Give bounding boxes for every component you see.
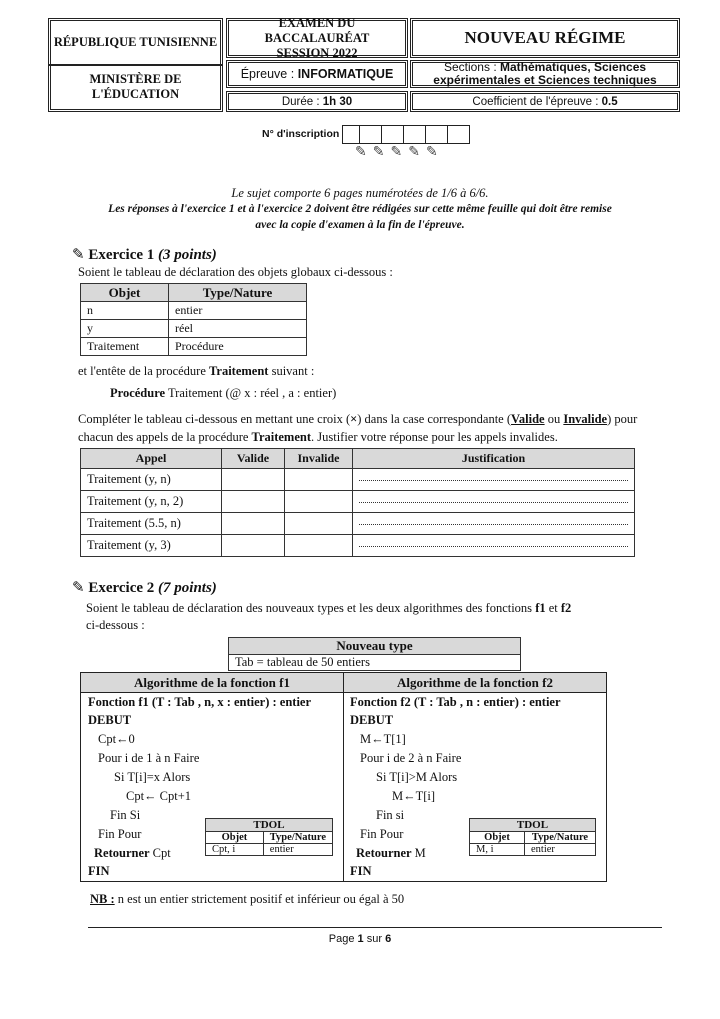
justification-field[interactable]: [353, 535, 635, 557]
epreuve-value: INFORMATIQUE: [297, 67, 394, 81]
page-a: Page: [328, 933, 358, 945]
duree-line: [226, 91, 408, 112]
tdol2-h-type: Type/Nature: [525, 832, 596, 844]
pencil-icons: [355, 144, 438, 161]
nb-note: [90, 892, 404, 907]
ex2-f1: f1: [535, 601, 546, 615]
ex1-intro: Soient le tableau de déclaration des objets globaux ci-dessous :: [78, 265, 393, 279]
decl-cell: y: [81, 320, 169, 338]
call-cell: Traitement (y, n, 2): [81, 491, 222, 513]
justification-field[interactable]: [353, 513, 635, 535]
pencil-icon: ✎: [425, 145, 438, 160]
ex2-points: (7 points): [158, 580, 217, 596]
tdol2-h-objet: Objet: [470, 832, 525, 844]
page-total: 6: [385, 933, 392, 945]
ex2-intro: [86, 600, 666, 634]
intro-line-1: Le sujet comporte 6 pages numérotées de 1/6 à 6/6.: [231, 186, 489, 200]
pencil-icon: ✎: [72, 247, 85, 263]
ex1-calls-table: [80, 448, 635, 557]
footer-rule: [88, 927, 662, 928]
invalide-checkbox[interactable]: [285, 513, 353, 535]
tdol1-title: TDOL: [206, 819, 333, 832]
call-cell: Traitement (5.5, n): [81, 513, 222, 535]
invalide-checkbox[interactable]: [285, 469, 353, 491]
ex2-intro-et: et: [545, 601, 561, 615]
type-header: Nouveau type: [229, 638, 521, 655]
sections-line: [412, 60, 678, 88]
valide-checkbox[interactable]: [222, 491, 285, 513]
alg1-line: DEBUT: [88, 713, 132, 727]
tdol1-type: entier: [263, 844, 332, 856]
page-number: [0, 933, 720, 945]
instr-valide: Valide: [511, 412, 545, 426]
alg1-line: Fin Pour: [98, 827, 142, 841]
tdol1-objet: Cpt, i: [206, 844, 264, 856]
pencil-icon: ✎: [408, 145, 420, 160]
regime-title: NOUVEAU RÉGIME: [464, 28, 626, 47]
ex1-instruction-1: [78, 412, 637, 427]
tdol2-objet: M, i: [470, 844, 525, 856]
alg1-line: Si T[i]=x Alors: [114, 770, 191, 784]
ministry-label: MINISTÈRE DE L'ÉDUCATION: [89, 72, 182, 101]
instr2-b: Traitement: [251, 430, 311, 444]
ex2-intro-b: ci-dessous :: [86, 618, 145, 632]
calls-header-appel: Appel: [81, 449, 222, 469]
intro-line-3: avec la copie d'examen à la fin de l'épreuve.: [255, 219, 465, 231]
tdol1-table: [205, 818, 333, 856]
valide-checkbox[interactable]: [222, 513, 285, 535]
instr-x: ×: [350, 412, 358, 426]
calls-header-invalide: Invalide: [285, 449, 353, 469]
decl-header-type: Type/Nature: [169, 284, 307, 302]
alg2-line: Fin si: [376, 808, 405, 822]
instr-invalide: Invalide: [563, 412, 608, 426]
ex2-title: [72, 578, 217, 597]
valide-checkbox[interactable]: [222, 469, 285, 491]
alg2-line: M←T[1]: [360, 732, 406, 746]
tdol2-type: entier: [525, 844, 596, 856]
justification-field[interactable]: [353, 491, 635, 513]
return-val: M: [414, 846, 426, 860]
alg2-line: FIN: [350, 864, 372, 878]
proc-keyword: Procédure: [110, 386, 166, 400]
entete-line: [78, 364, 314, 379]
call-cell: Traitement (y, 3): [81, 535, 222, 557]
alg2-line: DEBUT: [350, 713, 394, 727]
inscription-boxes[interactable]: [342, 125, 469, 144]
ex1-decl-table: [80, 283, 307, 356]
valide-checkbox[interactable]: [222, 535, 285, 557]
alg1-line: Pour i de 1 à n Faire: [98, 751, 200, 765]
tdol1-h-objet: Objet: [206, 832, 264, 844]
entete-a: et l'entête de la procédure: [78, 364, 209, 378]
duree-label: Durée :: [281, 95, 320, 108]
inscription-label: N° d'inscription: [262, 128, 340, 140]
alg1-line: Cpt← Cpt+1: [126, 789, 192, 803]
exam-title-text: EXAMEN DU BACCALAURÉAT: [264, 15, 370, 45]
decl-cell: réel: [169, 320, 307, 338]
calls-header-justification: Justification: [353, 449, 635, 469]
instr-ou: ou: [544, 412, 564, 426]
alg1-line: Fonction f1 (T : Tab , n, x : entier) : entier: [88, 695, 312, 709]
decl-header-objet: Objet: [81, 284, 169, 302]
alg2-line: Fin Pour: [360, 827, 404, 841]
pencil-icon: ✎: [390, 145, 403, 160]
sections-label: Sections :: [443, 60, 500, 74]
decl-cell: Procédure: [169, 338, 307, 356]
invalide-checkbox[interactable]: [285, 535, 353, 557]
ex1-points: (3 points): [158, 247, 217, 263]
decl-cell: entier: [169, 302, 307, 320]
return-val: Cpt: [152, 846, 171, 860]
exam-title: [226, 15, 408, 60]
alg1-line: [94, 846, 171, 861]
tdol2-table: [469, 818, 596, 856]
tdol2-title: TDOL: [470, 819, 596, 832]
ex2-intro-a: Soient le tableau de déclaration des nouveaux types et les deux algorithmes des fonctions: [86, 601, 536, 615]
pencil-icon: ✎: [355, 145, 367, 160]
alg1-line: FIN: [88, 864, 110, 878]
invalide-checkbox[interactable]: [285, 491, 353, 513]
instr-b: ) dans la case correspondante (: [357, 412, 512, 426]
republic-label: RÉPUBLIQUE TUNISIENNE: [53, 34, 218, 49]
pencil-icon: ✎: [372, 145, 385, 160]
return-kw: Retourner: [356, 846, 412, 860]
call-cell: Traitement (y, n): [81, 469, 222, 491]
proc-signature: [110, 386, 336, 401]
epreuve-line: [226, 60, 408, 88]
type-row: Tab = tableau de 50 entiers: [229, 655, 521, 671]
entete-c: suivant :: [268, 364, 315, 378]
alg1-line: Fin Si: [110, 808, 141, 822]
return-kw: Retourner: [94, 846, 150, 860]
instr-c: ) pour: [607, 412, 638, 426]
instr2-c: . Justifier votre réponse pour les appels invalides.: [311, 430, 558, 444]
decl-cell: Traitement: [81, 338, 169, 356]
proc-sig: Traitement (@ x : réel , a : entier): [165, 386, 337, 400]
epreuve-label: Épreuve :: [240, 67, 295, 81]
ex2-f2: f2: [560, 601, 572, 615]
alg1-line: Cpt←0: [98, 732, 135, 746]
ex2-type-table: [228, 637, 521, 671]
instr2-a: chacun des appels de la procédure: [78, 430, 252, 444]
ex1-title: [72, 245, 217, 264]
decl-cell: n: [81, 302, 169, 320]
alg2-line: M←T[i]: [392, 789, 436, 803]
intro-line-2: Les réponses à l'exercice 1 et à l'exercice 2 doivent être rédigées sur cette même feuille qui doit être remise: [108, 203, 612, 215]
instr-a: Compléter le tableau ci-dessous en mettant une croix (: [78, 412, 351, 426]
sections-value: Mathématiques, Sciences expérimentales et Sciences techniques: [433, 60, 657, 87]
entete-b: Traitement: [209, 364, 269, 378]
tdol1-h-type: Type/Nature: [263, 832, 332, 844]
nb-label: NB :: [90, 892, 115, 906]
alg2-line: [356, 846, 426, 861]
justification-field[interactable]: [353, 469, 635, 491]
ex1-instruction-2: [78, 430, 558, 445]
alg2-line: Si T[i]>M Alors: [376, 770, 458, 784]
alg1-header: Algorithme de la fonction f1: [134, 675, 290, 690]
page-b: sur: [363, 933, 386, 945]
coef-line: [410, 91, 680, 112]
alg2-header: Algorithme de la fonction f2: [397, 675, 553, 690]
page-num: 1: [357, 933, 364, 945]
coef-value: 0.5: [601, 95, 618, 108]
calls-header-valide: Valide: [222, 449, 285, 469]
nb-text: n est un entier strictement positif et inférieur ou égal à 50: [114, 892, 405, 906]
alg2-line: Fonction f2 (T : Tab , n : entier) : entier: [350, 695, 561, 709]
ex1-title-text: Exercice 1: [88, 247, 155, 263]
pencil-icon: ✎: [72, 580, 85, 596]
alg2-line: Pour i de 2 à n Faire: [360, 751, 462, 765]
coef-label: Coefficient de l'épreuve :: [472, 95, 599, 108]
ex2-title-text: Exercice 2: [88, 580, 155, 596]
duree-value: 1h 30: [322, 95, 353, 108]
session-text: SESSION 2022: [276, 45, 358, 60]
